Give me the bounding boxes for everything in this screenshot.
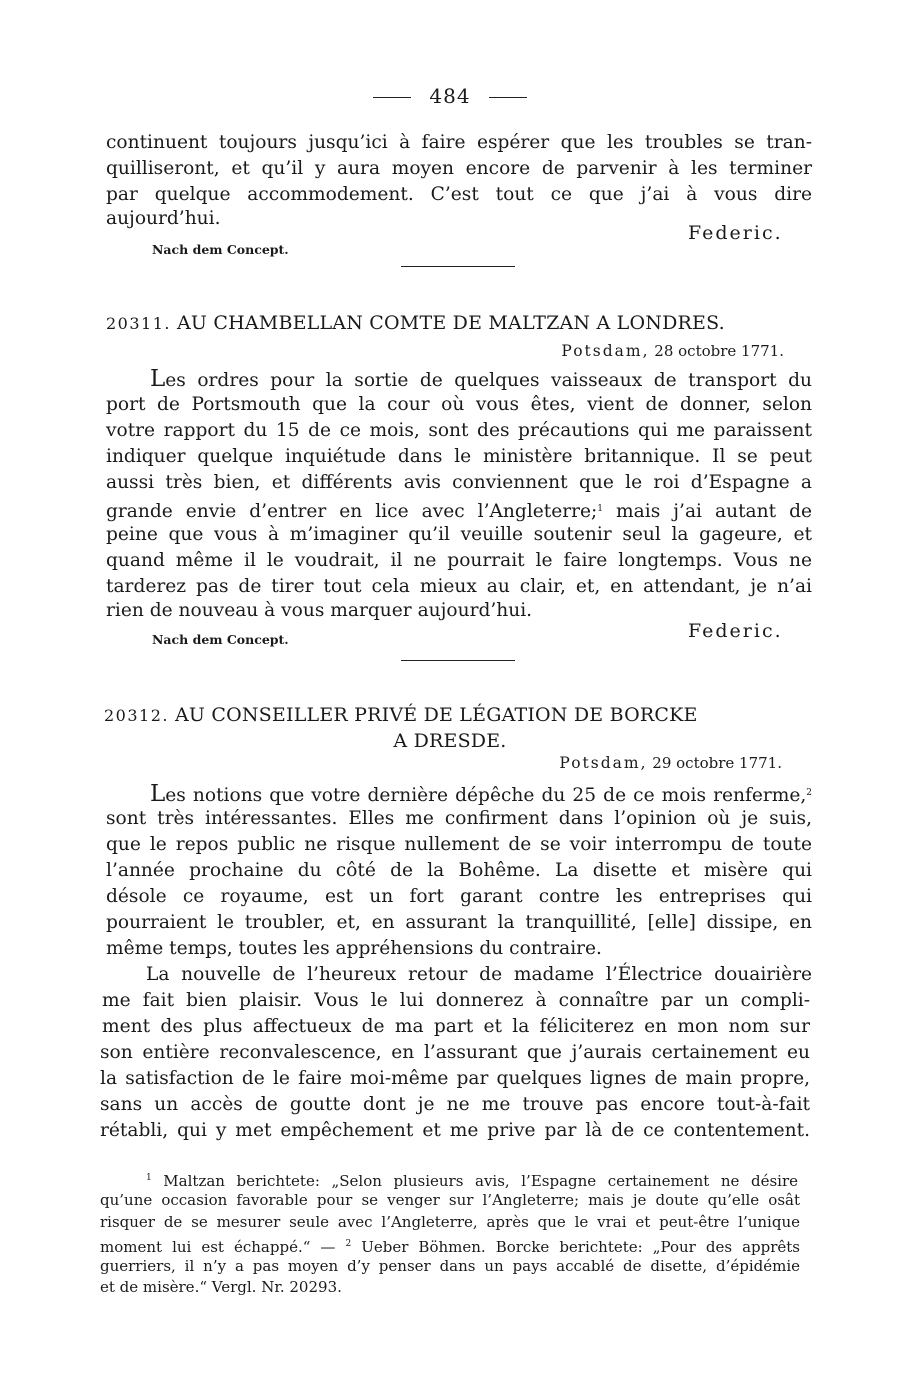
drop-letter: L bbox=[150, 781, 166, 807]
text-line: même temps, toutes les appréhensions du contraire. bbox=[106, 938, 602, 959]
text-fragment: Ueber Böhmen. Borcke berichtete: „Pour des apprêts bbox=[351, 1238, 801, 1256]
footnote-line bbox=[100, 1234, 800, 1257]
footnote-line: guerriers, il n’y a pas moyen d’y penser dans un pays accablé de disette, d’épidémie bbox=[100, 1257, 800, 1275]
signature: Federic. bbox=[688, 620, 783, 642]
letter-dateline bbox=[544, 754, 782, 772]
letter-date: 28 octobre 1771. bbox=[654, 342, 784, 360]
signature: Federic. bbox=[688, 222, 783, 244]
text-line: ment des plus affectueux de ma part et la féliciterez en mon nom sur bbox=[102, 1016, 810, 1037]
letter-number: 20311. bbox=[106, 314, 171, 333]
text-line: tarderez pas de tirer tout cela mieux au clair, et, en attendant, je n’ai bbox=[106, 576, 812, 597]
text-line: votre rapport du 15 de ce mois, sont des précautions qui me paraissent bbox=[106, 420, 812, 441]
letter-place: Potsdam, bbox=[559, 754, 648, 772]
letter-number: 20312. bbox=[104, 706, 169, 725]
footnote-mark: 2 bbox=[806, 788, 812, 798]
letter-heading bbox=[106, 312, 725, 334]
text-line: par quelque accommodement. C’est tout ce que j’ai à vous dire bbox=[106, 184, 812, 205]
text-fragment: es ordres pour la sortie de quelques vaisseaux de transport du bbox=[165, 370, 812, 391]
source-note: Nach dem Concept. bbox=[152, 632, 289, 647]
footnote-mark: 1 bbox=[597, 504, 604, 514]
page-number: 484 bbox=[429, 84, 471, 108]
text-fragment: mais j’ai autant de bbox=[603, 501, 812, 522]
section-separator bbox=[401, 266, 515, 267]
text-line: quilliseront, et qu’il y aura moyen encore de parvenir à les terminer bbox=[106, 158, 812, 179]
text-line: la satisfaction de le faire moi-même par quelques lignes de main propre, bbox=[100, 1068, 810, 1089]
letter-title: AU CONSEILLER PRIVÉ DE LÉGATION DE BORCKE bbox=[174, 704, 698, 726]
letter-title: AU CHAMBELLAN COMTE DE MALTZAN A LONDRES. bbox=[176, 312, 725, 334]
text-line: son entière reconvalescence, en l’assurant que j’aurais certainement eu bbox=[100, 1042, 810, 1063]
letter-date: 29 octobre 1771. bbox=[652, 754, 782, 772]
text-line: désole ce royaume, est un fort garant contre les entreprises qui bbox=[106, 886, 812, 907]
text-line: me fait bien plaisir. Vous le lui donnerez à connaître par un compli- bbox=[102, 990, 810, 1011]
section-separator bbox=[401, 660, 515, 661]
text-line: peine que vous à m’imaginer qu’il veuille soutenir seul la gageure, et bbox=[106, 524, 812, 545]
footnote-line: qu’une occasion favorable pour se venger sur l’Angleterre; mais je doute qu’elle osât bbox=[100, 1191, 800, 1209]
text-fragment: moment lui est échappé.“ — bbox=[100, 1238, 346, 1256]
text-line: pourraient le troubler, et, en assurant la tranquillité, [elle] dissipe, en bbox=[106, 912, 812, 933]
text-line: aussi très bien, et différents avis conviennent que le roi d’Espagne a bbox=[106, 472, 812, 493]
letter-place: Potsdam, bbox=[561, 342, 650, 360]
footnote-mark: 2 bbox=[345, 1239, 352, 1249]
text-line: l’année prochaine du côté de la Bohême. La disette et misère qui bbox=[106, 860, 812, 881]
text-line: port de Portsmouth que la cour où vous êtes, vient de donner, selon bbox=[106, 394, 812, 415]
header-dash-right bbox=[489, 97, 527, 98]
letter-heading bbox=[104, 704, 698, 726]
text-line: aujourd’hui. bbox=[106, 208, 221, 229]
text-line: continuent toujours jusqu’ici à faire espérer que les troubles se tran- bbox=[106, 132, 812, 153]
footnote-line: et de misère.“ Vergl. Nr. 20293. bbox=[100, 1278, 342, 1296]
text-line: sans un accès de goutte dont je ne me trouve pas encore tout-à-fait bbox=[100, 1094, 810, 1115]
footnote-line: risquer de se mesurer seule avec l’Angleterre, après que le vrai et peut-être l’unique bbox=[100, 1213, 800, 1231]
text-line: indiquer quelque inquiétude dans le ministère britannique. Il se peut bbox=[106, 446, 812, 467]
text-line: rétabli, qui y met empêchement et me prive par là de ce contentement. bbox=[100, 1120, 810, 1141]
text-line: quand même il le voudrait, il ne pourrait le faire longtemps. Vous ne bbox=[106, 550, 812, 571]
source-note: Nach dem Concept. bbox=[152, 242, 289, 257]
header-dash-left bbox=[373, 97, 411, 98]
drop-letter: L bbox=[150, 366, 166, 392]
letter-dateline bbox=[546, 342, 784, 360]
footnote-mark: 1 bbox=[146, 1173, 152, 1183]
text-line: rien de nouveau à vous marquer aujourd’hui. bbox=[106, 600, 533, 621]
text-fragment: es notions que votre dernière dépêche du 25 de ce mois renferme, bbox=[165, 785, 807, 806]
text-fragment: grande envie d’entrer en lice avec l’Angleterre; bbox=[106, 501, 598, 522]
text-line: que le repos public ne risque nullement de se voir interrompu de toute bbox=[106, 834, 812, 855]
text-line: sont très intéressantes. Elles me confirment dans l’opinion où je suis, bbox=[106, 808, 812, 829]
text-line bbox=[150, 366, 812, 394]
footnote-line bbox=[146, 1168, 798, 1191]
text-line: La nouvelle de l’heureux retour de madame l’Électrice douairière bbox=[146, 964, 812, 985]
letter-title-continued: A DRESDE. bbox=[393, 730, 507, 752]
text-fragment: Maltzan berichtete: „Selon plusieurs avis, l’Espagne certainement ne désire bbox=[151, 1172, 798, 1190]
page-number-header bbox=[0, 84, 900, 108]
text-line bbox=[150, 780, 812, 809]
text-line bbox=[106, 496, 812, 525]
